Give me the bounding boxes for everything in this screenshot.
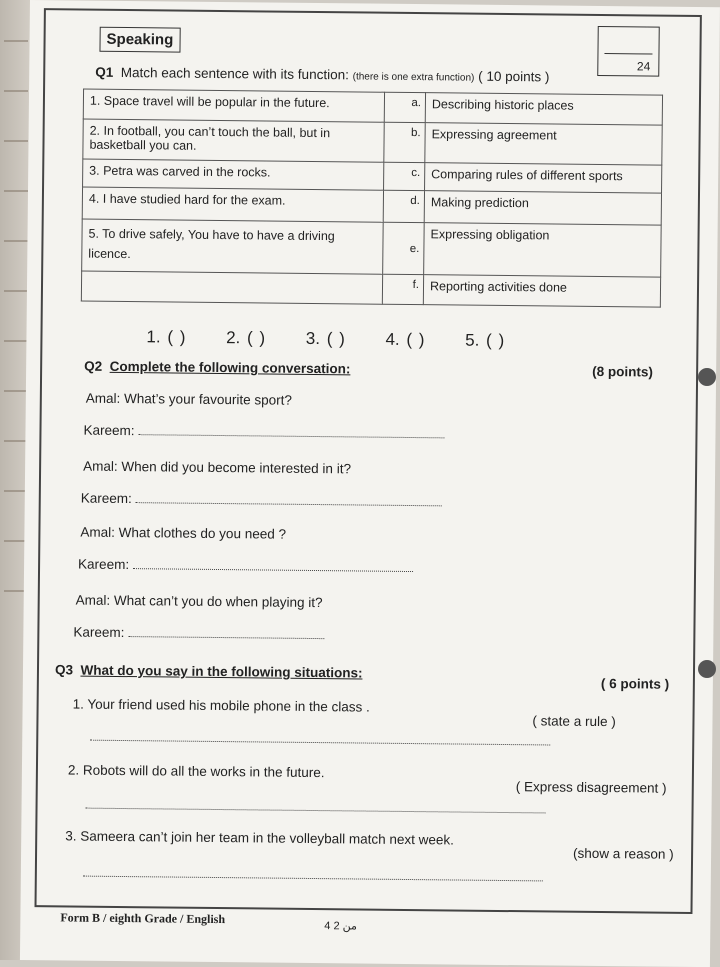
q2-instruction: Complete the following conversation: (109, 358, 351, 377)
conversation-line: Kareem: (83, 423, 444, 442)
q3-points: ( 6 points ) (600, 676, 670, 692)
answer-slot[interactable]: 5. ( ) (465, 330, 505, 350)
answer-slot[interactable]: 3. ( ) (305, 328, 345, 349)
conversation-line: Amal: What can’t you do when playing it? (75, 592, 323, 611)
situation-item: 1. Your friend used his mobile phone in the class . (72, 696, 370, 715)
answer-blank[interactable] (136, 492, 442, 506)
conversation-line: Amal: When did you become interested in it? (83, 458, 352, 477)
situation-item: 2. Robots will do all the works in the future. (67, 762, 325, 781)
answer-slot[interactable]: 1. ( ) (146, 327, 186, 347)
table-row: 1. Space travel will be popular in the future. a. Describing historic places (83, 89, 662, 125)
q1-instruction: Match each sentence with its function: (120, 64, 349, 83)
q1-answer-slots (146, 327, 538, 351)
q2-title: Q2 Complete the following conversation: (84, 358, 351, 377)
answer-slot[interactable]: 2. ( ) (226, 328, 266, 348)
table-row: f. Reporting activities done (81, 271, 660, 307)
q3-instruction: What do you say in the following situations: (80, 662, 363, 681)
section-label: Speaking (99, 27, 180, 53)
conversation-line: Amal: What clothes do you need ? (80, 524, 287, 542)
answer-blank[interactable] (133, 558, 413, 572)
q1-note: (there is one extra function) (352, 71, 475, 84)
conversation-line: Kareem: (78, 557, 413, 576)
q1-title: Q1 Match each sentence with its function: (there is one extra function) ( 10 points ) (95, 64, 550, 85)
answer-blank[interactable] (128, 626, 324, 639)
punch-hole-icon (698, 660, 716, 678)
situation-hint: (show a reason ) (573, 845, 674, 862)
table-row: 5. To drive safely, You have to have a driving licence. e. Expressing obligation (82, 219, 662, 277)
conversation-line: Amal: What’s your favourite sport? (85, 390, 292, 408)
q3-title: Q3 What do you say in the following situations: (54, 662, 363, 681)
situation-item: 3. Sameera can’t join her team in the volleyball match next week. (65, 828, 455, 848)
punch-hole-icon (698, 368, 716, 386)
score-box (597, 26, 660, 77)
q2-points: (8 points) (592, 363, 653, 380)
conversation-line: Kareem: (73, 624, 324, 642)
page-number: 4 من 2 (324, 920, 358, 933)
score-total: 24 (636, 59, 651, 74)
q1-points: ( 10 points ) (478, 68, 550, 85)
situation-hint: ( Express disagreement ) (515, 779, 667, 796)
table-row: 4. I have studied hard for the exam. d. Making prediction (82, 187, 661, 225)
footer-form-label: Form B / eighth Grade / English (60, 910, 226, 927)
exam-paper (20, 0, 720, 967)
conversation-line: Kareem: (81, 491, 442, 510)
situation-hint: ( state a rule ) (532, 713, 616, 730)
answer-blank[interactable] (138, 424, 444, 438)
matching-table (81, 89, 663, 308)
answer-slot[interactable]: 4. ( ) (385, 329, 425, 350)
table-row: 3. Petra was carved in the rocks. c. Comparing rules of different sports (83, 159, 662, 193)
table-row: 2. In football, you can’t touch the ball, but in basketball you can. b. Expressing agreement (83, 119, 662, 165)
